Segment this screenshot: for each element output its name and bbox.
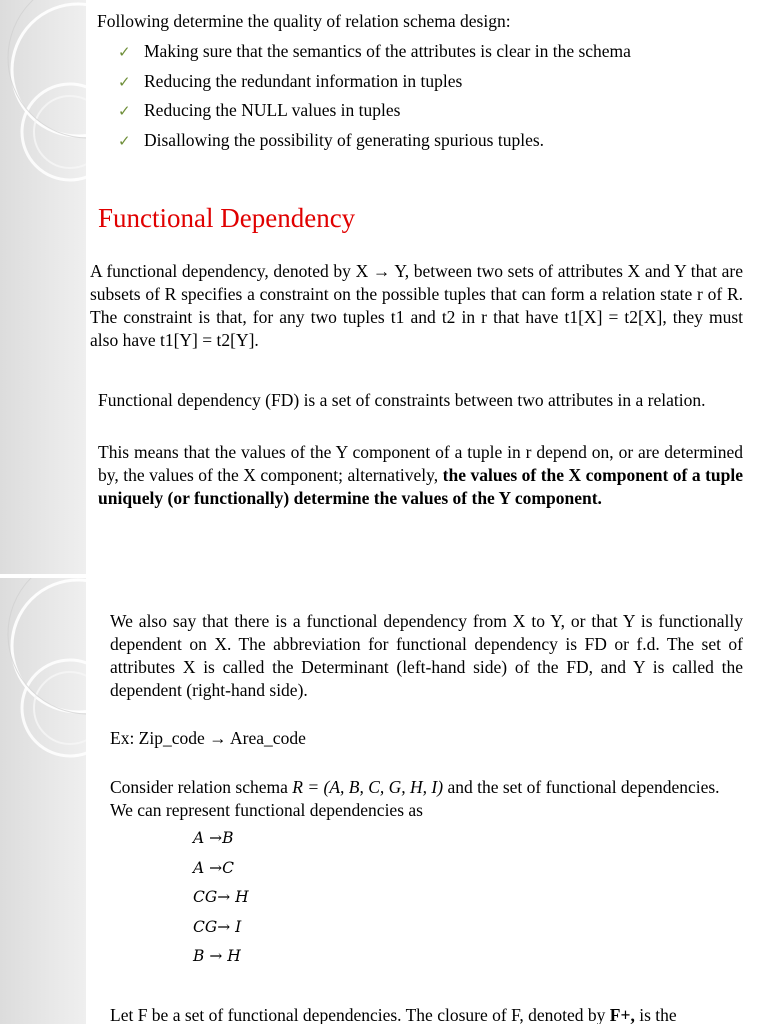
meaning-paragraph [98, 441, 743, 510]
dependency-list [193, 827, 249, 975]
schema-paragraph: Consider relation schema R = (A, B, C, G, H, I) and the set of functional dependencies. We can represent functional dependencies as [110, 777, 720, 820]
list-item: A →C [193, 858, 234, 877]
intro-text: Following determine the quality of relation schema design: [97, 11, 511, 31]
checkmark-icon: ✓ [118, 104, 131, 120]
schema-formula: R = (A, B, C, G, H, I) [292, 777, 444, 797]
decorative-rings-icon [0, 0, 86, 576]
meaning-lead: This means that the values of the Y component of a tuple in r depend on, or are determined by, the values of the X component; alternatively, [98, 442, 743, 485]
meaning-emphasis: the values of the X component of a tuple uniquely (or functionally) determine the values of the Y component. [98, 465, 743, 508]
decorative-rings-icon [0, 576, 86, 1024]
list-item: B → H [193, 947, 241, 966]
checkmark-icon: ✓ [118, 133, 131, 150]
list-item: ✓ Reducing the NULL values in tuples [118, 99, 631, 129]
list-item: ✓ Making sure that the semantics of the attributes is clear in the schema [118, 40, 631, 70]
section-heading: Functional Dependency [98, 203, 356, 233]
list-item: ✓ Disallowing the possibility of generating spurious tuples. [118, 129, 631, 159]
definition-paragraph: A functional dependency, denoted by X → Y, between two sets of attributes X and Y that are subsets of R specifies a constraint on the possible tuples that can form a relation state r of R. The constraint is that, for any two tuples t1 and t2 in r that have t1[X] = t2[X], they must also have t1[Y] = t2[Y]. [90, 261, 743, 350]
list-item: ✓ Reducing the redundant information in tuples [118, 70, 631, 100]
list-item: CG→ H [193, 888, 249, 907]
fd-summary-paragraph: Functional dependency (FD) is a set of constraints between two attributes in a relation. [98, 390, 706, 410]
dependency-explanation: We also say that there is a functional dependency from X to Y, or that Y is functionally dependent on X. The abbreviation for functional dependency is FD or f.d. The set of attributes X is called the Determinant (left-hand side) of the FD, and Y is called the dependent (right-hand side). [110, 611, 743, 700]
slide-separator [0, 574, 768, 578]
slide-2 [0, 576, 768, 1024]
checkmark-icon: ✓ [118, 45, 131, 61]
side-decoration [0, 0, 86, 576]
closure-symbol: F+, [609, 1005, 635, 1024]
checkmark-icon: ✓ [118, 74, 131, 91]
quality-criteria-list [118, 40, 631, 158]
closure-paragraph: Let F be a set of functional dependencies. The closure of F, denoted by F+, is the [110, 1005, 677, 1024]
list-item: CG→ I [193, 917, 242, 936]
example-text: Ex: Zip_code → Area_code [110, 728, 306, 748]
side-decoration [0, 576, 86, 1024]
list-item: A →B [193, 829, 234, 847]
